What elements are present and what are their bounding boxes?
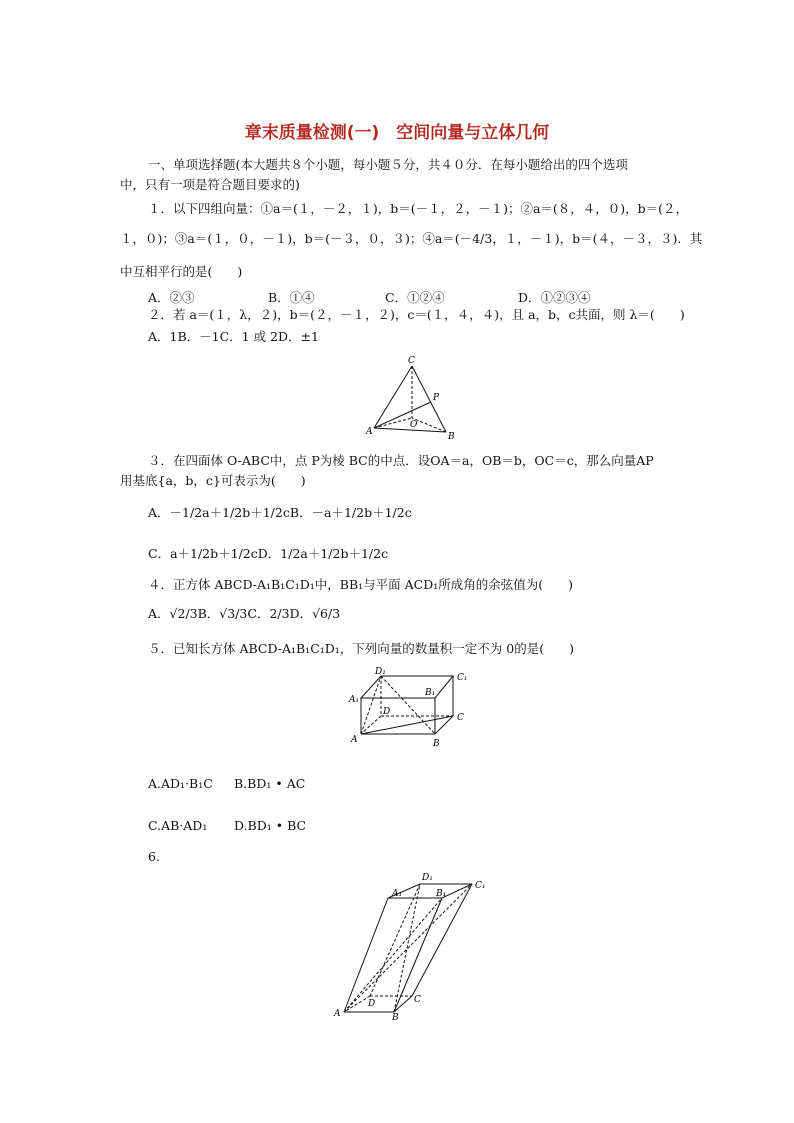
fig1-label-c: C [408, 356, 415, 366]
fig3-label-d1: D₁ [422, 873, 433, 883]
fig3-label-a: A [334, 1009, 341, 1019]
fig2-label-d: D [383, 707, 391, 717]
q5-option-c: C.AB·AD₁ [148, 818, 208, 833]
fig1-label-p: P [433, 393, 440, 403]
tetrahedron-figure [360, 352, 470, 444]
page-title: 章末质量检测(一) 空间向量与立体几何 [244, 123, 550, 143]
q5-stem: ５．已知长方体 ABCD-A₁B₁C₁D₁，下列向量的数量积一定不为 0的是( ) [148, 641, 574, 656]
q1-line3: 中互相平行的是( ) [120, 264, 243, 279]
fig2-label-d1: D₁ [375, 667, 386, 677]
q2-stem: ２．若 a＝(１，λ，２)，b＝(２，－１，２)，c＝(１，４，４)，且 a，b，c共面，则 λ＝( ) [148, 307, 685, 322]
q1-line2: １，０)；③a＝(１，０，－１)，b＝(－３，０，３)；④a＝(－4/3，１，－１)，b＝(４，－３，３)．其 [120, 231, 703, 246]
fig2-label-b1: B₁ [425, 688, 436, 698]
section-heading-line1: 一、单项选择题(本大题共８个小题，每小题５分，共４０分．在每小题给出的四个选项 [148, 157, 628, 172]
fig3-label-b1: B₁ [436, 889, 447, 899]
section-heading-line2: 中，只有一项是符合题目要求的) [120, 177, 300, 192]
fig3-label-d: D [368, 999, 376, 1009]
q3-line2: 用基底{a，b，c}可表示为( ) [120, 473, 306, 488]
fig3-label-c: C [414, 995, 421, 1005]
q3-options-ab: A．－1/2a＋1/2b＋1/2cB．－a＋1/2b＋1/2c [148, 505, 412, 520]
q5-option-d: D.BD₁ • BC [234, 818, 307, 833]
fig2-label-b: B [433, 739, 440, 749]
q1-option-a: A．②③ [148, 290, 195, 305]
fig1-label-o: O [410, 420, 418, 430]
q1-line1: １．以下四组向量：①a＝(１，－２，１)，b＝(－１，２，－１)；②a＝(８，４，０)，b＝(２， [148, 201, 689, 216]
parallelepiped-figure [332, 870, 504, 1022]
q5-option-a: A.AD₁·B₁C [148, 776, 213, 791]
cuboid-figure [345, 664, 475, 756]
fig2-label-a1: A₁ [349, 695, 360, 705]
q2-options: A．1B．－1C．1 或 2D．±1 [148, 329, 319, 344]
q6-stem: 6. [148, 849, 160, 864]
fig1-label-b: B [448, 432, 455, 442]
q3-line1: ３．在四面体 O-ABC中，点 P为棱 BC的中点．设OA＝a，OB＝b，OC＝c，那么向量AP [148, 453, 654, 468]
q3-options-cd: C．a＋1/2b＋1/2cD．1/2a＋1/2b＋1/2c [148, 546, 389, 561]
fig1-label-a: A [366, 427, 373, 437]
q1-option-c: C．①②④ [385, 290, 445, 305]
fig2-label-c1: C₁ [457, 673, 468, 683]
q4-stem: ４．正方体 ABCD-A₁B₁C₁D₁中，BB₁与平面 ACD₁所成角的余弦值为( ) [148, 577, 574, 592]
fig3-label-a1: A₁ [392, 889, 403, 899]
fig3-label-b: B [392, 1013, 399, 1022]
q4-options: A．√2/3B．√3/3C．2/3D．√6/3 [148, 606, 341, 621]
fig2-label-c: C [457, 713, 464, 723]
q1-option-b: B．①④ [268, 290, 315, 305]
q1-option-d: D．①②③④ [518, 290, 591, 305]
fig2-label-a: A [351, 735, 358, 745]
q5-option-b: B.BD₁ • AC [234, 776, 306, 791]
fig3-label-c1: C₁ [475, 881, 486, 891]
